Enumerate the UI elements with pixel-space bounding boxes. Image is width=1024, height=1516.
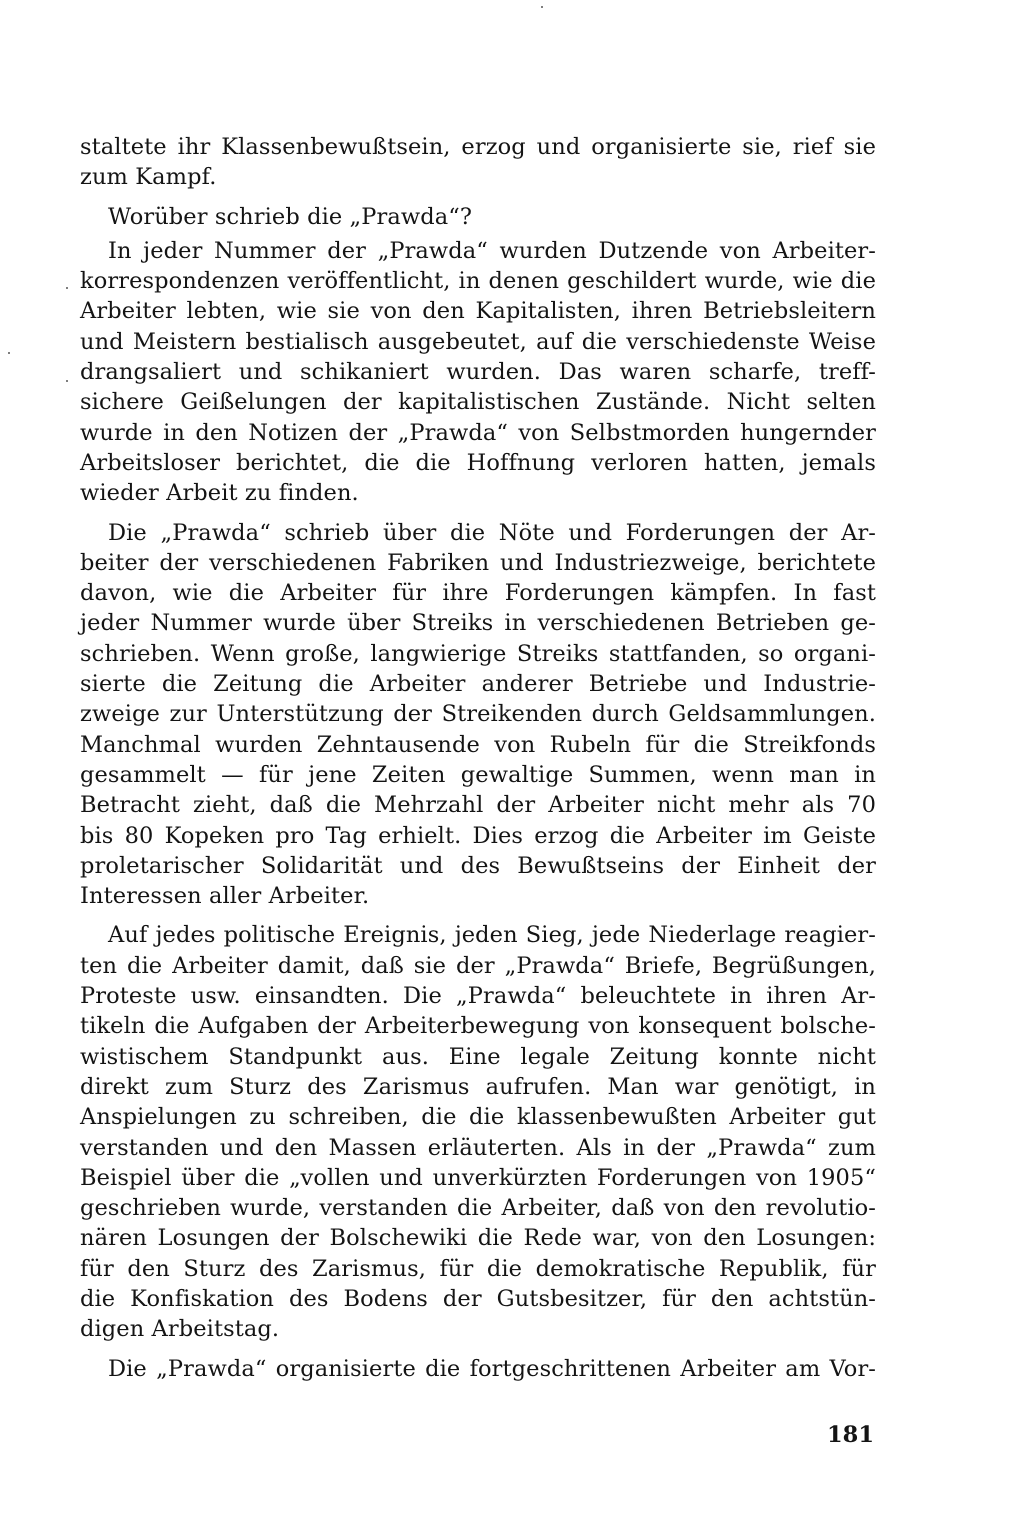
text-line: beiter der verschiedenen Fabriken und Industriezweige, berichtete bbox=[80, 549, 876, 576]
text-line: Proteste usw. einsandten. Die „Prawda“ beleuchtete in ihren Ar- bbox=[80, 983, 876, 1010]
text-line: Arbeiter lebten, wie sie von den Kapitalisten, ihren Betriebsleitern bbox=[80, 298, 876, 325]
text-line: Manchmal wurden Zehntausende von Rubeln für die Streikfonds bbox=[80, 731, 876, 758]
paragraph bbox=[80, 236, 876, 509]
text-line: zweige zur Unterstützung der Streikenden durch Geldsammlungen. bbox=[80, 701, 876, 728]
text-line: Anspielungen zu schreiben, die die klassenbewußten Arbeiter gut bbox=[80, 1104, 876, 1131]
text-line: Betracht zieht, daß die Mehrzahl der Arbeiter nicht mehr als 70 bbox=[80, 792, 876, 819]
text-line: Interessen aller Arbeiter. bbox=[80, 883, 370, 910]
text-line: und Meistern bestialisch ausgebeutet, auf die verschiedenste Weise bbox=[80, 328, 876, 355]
text-line: Die „Prawda“ schrieb über die Nöte und Forderungen der Ar- bbox=[108, 519, 876, 546]
text-line: staltete ihr Klassenbewußtsein, erzog und organisierte sie, rief sie bbox=[80, 134, 876, 160]
text-line: wieder Arbeit zu finden. bbox=[80, 480, 359, 507]
text-line: bis 80 Kopeken pro Tag erhielt. Dies erzog die Arbeiter im Geiste bbox=[80, 822, 876, 849]
text-line: wurde in den Notizen der „Prawda“ von Selbstmorden hungernder bbox=[80, 419, 876, 446]
text-line: Worüber schrieb die „Prawda“? bbox=[108, 203, 473, 230]
text-line: sierte die Zeitung die Arbeiter anderer Betriebe und Industrie- bbox=[80, 671, 876, 698]
paragraph bbox=[80, 518, 876, 912]
paragraph bbox=[80, 920, 876, 1344]
text-line: geschrieben wurde, verstanden die Arbeiter, daß von den revolutio- bbox=[80, 1195, 876, 1222]
text-line: ten die Arbeiter damit, daß sie der „Prawda“ Briefe, Begrüßungen, bbox=[80, 952, 876, 979]
text-line: nären Losungen der Bolschewiki die Rede war, von den Losungen: bbox=[80, 1225, 876, 1252]
text-line: zum Kampf. bbox=[80, 164, 217, 191]
text-line: für den Sturz des Zarismus, für die demokratische Republik, für bbox=[80, 1255, 876, 1282]
text-line: wistischem Standpunkt aus. Eine legale Zeitung konnte nicht bbox=[80, 1043, 876, 1070]
scan-speck bbox=[66, 380, 68, 382]
text-line: schrieben. Wenn große, langwierige Streiks stattfanden, so organi- bbox=[80, 640, 876, 667]
text-line: jeder Nummer wurde über Streiks in verschiedenen Betrieben ge- bbox=[80, 610, 876, 637]
scan-speck bbox=[541, 6, 543, 8]
body-text bbox=[80, 132, 876, 1384]
scan-speck bbox=[8, 352, 10, 354]
text-line: In jeder Nummer der „Prawda“ wurden Dutzende von Arbeiter- bbox=[108, 237, 876, 264]
text-line: proletarischer Solidarität und des Bewußtseins der Einheit der bbox=[80, 852, 876, 879]
text-line: direkt zum Sturz des Zarismus aufrufen. Man war genötigt, in bbox=[80, 1073, 876, 1100]
paragraph bbox=[80, 1354, 876, 1384]
text-line: gesammelt — für jene Zeiten gewaltige Summen, wenn man in bbox=[80, 761, 876, 788]
text-line: digen Arbeitstag. bbox=[80, 1316, 280, 1343]
paragraph bbox=[80, 132, 876, 193]
text-line: Auf jedes politische Ereignis, jeden Sieg, jede Niederlage reagier- bbox=[108, 922, 876, 949]
text-line: Arbeitsloser berichtet, die die Hoffnung verloren hatten, jemals bbox=[80, 449, 876, 476]
text-line: tikeln die Aufgaben der Arbeiterbewegung von konsequent bolsche- bbox=[80, 1013, 876, 1040]
text-line: sichere Geißelungen der kapitalistischen Zustände. Nicht selten bbox=[80, 389, 876, 416]
text-line: die Konfiskation des Bodens der Gutsbesitzer, für den achtstün- bbox=[80, 1285, 876, 1312]
text-line: korrespondenzen veröffentlicht, in denen geschildert wurde, wie die bbox=[80, 268, 876, 295]
text-line: verstanden und den Massen erläuterten. Als in der „Prawda“ zum bbox=[80, 1134, 876, 1161]
paragraph bbox=[80, 202, 876, 232]
scan-speck bbox=[66, 287, 68, 289]
page-number: 181 bbox=[827, 1422, 874, 1448]
text-line: Beispiel über die „vollen und unverkürzten Forderungen von 1905“ bbox=[80, 1164, 876, 1191]
text-line: davon, wie die Arbeiter für ihre Forderungen kämpfen. In fast bbox=[80, 580, 876, 607]
text-line: drangsaliert und schikaniert wurden. Das waren scharfe, treff- bbox=[80, 359, 876, 386]
text-line: Die „Prawda“ organisierte die fortgeschrittenen Arbeiter am Vor- bbox=[108, 1355, 876, 1382]
